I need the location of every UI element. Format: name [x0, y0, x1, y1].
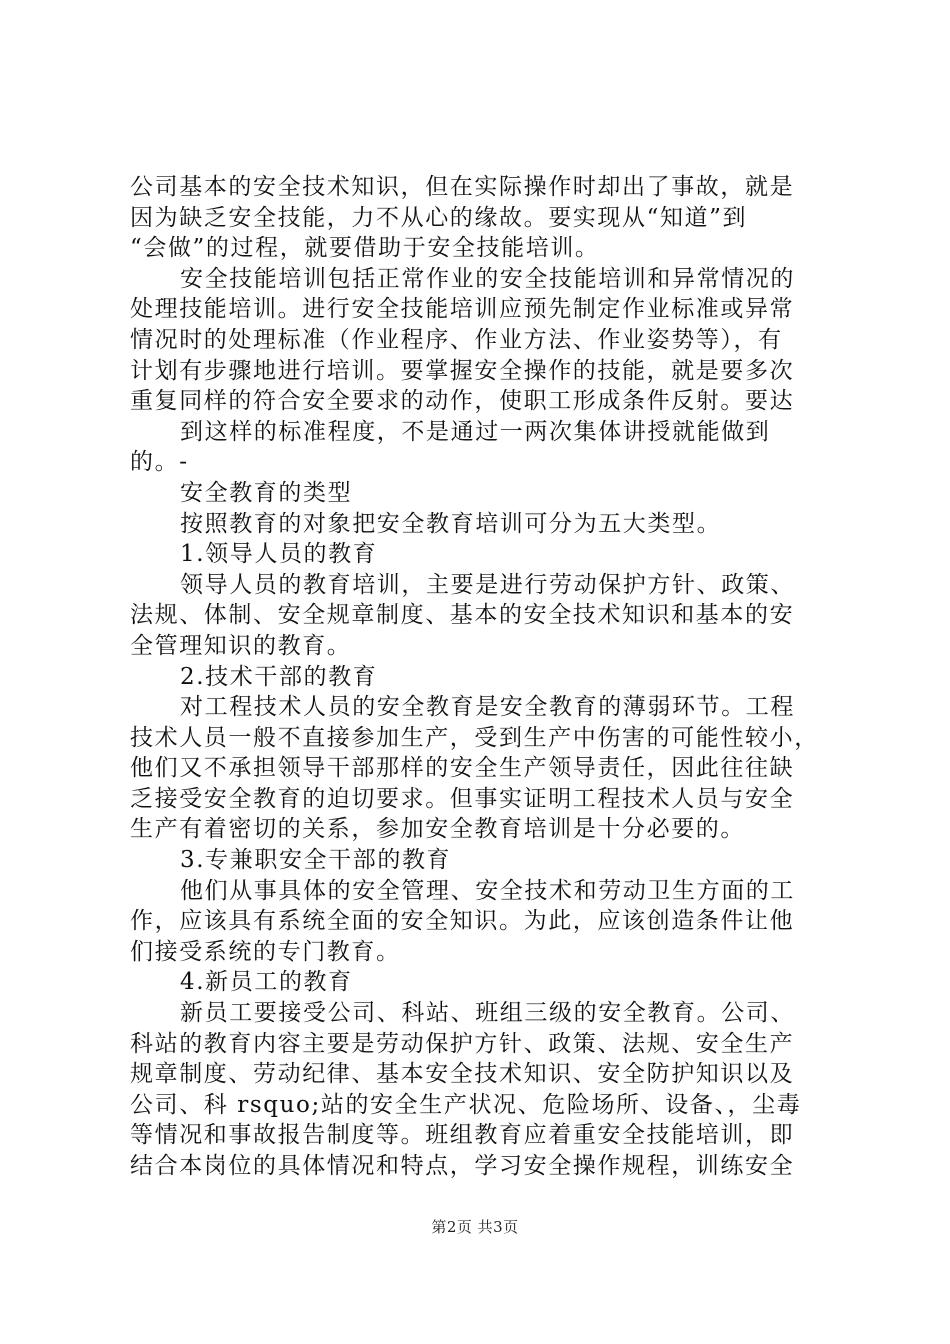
- text-line: 全管理知识的教育。: [130, 632, 352, 659]
- text-line: 技术人员一般不直接参加生产，受到生产中伤害的可能性较小，: [130, 724, 819, 751]
- text-line: 对工程技术人员的安全教育是安全教育的薄弱环节。工程: [180, 694, 795, 721]
- text-line: 规章制度、劳动纪律、基本安全技术知识、安全防护知识以及: [130, 1061, 795, 1088]
- text-line: 生产有着密切的关系，参加安全教育培训是十分必要的。: [130, 816, 745, 843]
- text-line: 情况时的处理标准（作业程序、作业方法、作业姿势等），有: [130, 326, 783, 353]
- text-line: 等情况和事故报告制度等。班组教育应着重安全技能培训，即: [130, 1122, 795, 1149]
- text-line: 的。-: [130, 449, 189, 476]
- text-line: 公司基本的安全技术知识，但在实际操作时却出了事故，就是: [130, 174, 795, 200]
- text-line: 作，应该具有系统全面的安全知识。为此，应该创造条件让他: [130, 908, 795, 935]
- text-line: 科站的教育内容主要是劳动保护方针、政策、法规、安全生产: [130, 1030, 795, 1057]
- text-line: 们接受系统的专门教育。: [130, 938, 401, 965]
- text-line: 按照教育的对象把安全教育培训可分为五大类型。: [180, 510, 722, 537]
- text-line: 到这样的标准程度，不是通过一两次集体讲授就能做到: [180, 418, 771, 445]
- document-body: [130, 172, 830, 1182]
- text-line: “会做”的过程，就要借助于安全技能培训。: [130, 235, 600, 262]
- text-line: 2.技术干部的教育: [180, 663, 378, 690]
- text-line: 他们从事具体的安全管理、安全技术和劳动卫生方面的工: [180, 877, 795, 904]
- text-line: 结合本岗位的具体情况和特点，学习安全操作规程，训练安全: [130, 1153, 795, 1179]
- text-line: 4.新员工的教育: [180, 969, 353, 996]
- text-line: 新员工要接受公司、科站、班组三级的安全教育。公司、: [180, 1000, 795, 1027]
- text-line: 1.领导人员的教育: [180, 541, 378, 568]
- text-line: 他们又不承担领导干部那样的安全生产领导责任，因此往往缺: [130, 755, 795, 782]
- text-line: 公司、科 rsquo;站的安全生产状况、危险场所、设备、，尘毒: [130, 1091, 802, 1118]
- text-line: 安全技能培训包括正常作业的安全技能培训和异常情况的: [180, 265, 795, 292]
- text-line: 安全教育的类型: [180, 479, 353, 506]
- text-line: 因为缺乏安全技能，力不从心的缘故。要实现从“知道”到: [130, 204, 748, 231]
- text-line: 处理技能培训。进行安全技能培训应预先制定作业标准或异常: [130, 296, 795, 323]
- text-line: 重复同样的符合安全要求的动作，使职工形成条件反射。要达: [130, 388, 795, 415]
- text-line: 乏接受安全教育的迫切要求。但事实证明工程技术人员与安全: [130, 785, 795, 812]
- text-line: 法规、体制、安全规章制度、基本的安全技术知识和基本的安: [130, 602, 795, 629]
- text-line: 3.专兼职安全干部的教育: [180, 847, 452, 874]
- page-footer: 第2页 共3页: [431, 1218, 519, 1236]
- text-line: 计划有步骤地进行培训。要掌握安全操作的技能，就是要多次: [130, 357, 795, 384]
- text-line: 领导人员的教育培训，主要是进行劳动保护方针、政策、: [180, 571, 795, 598]
